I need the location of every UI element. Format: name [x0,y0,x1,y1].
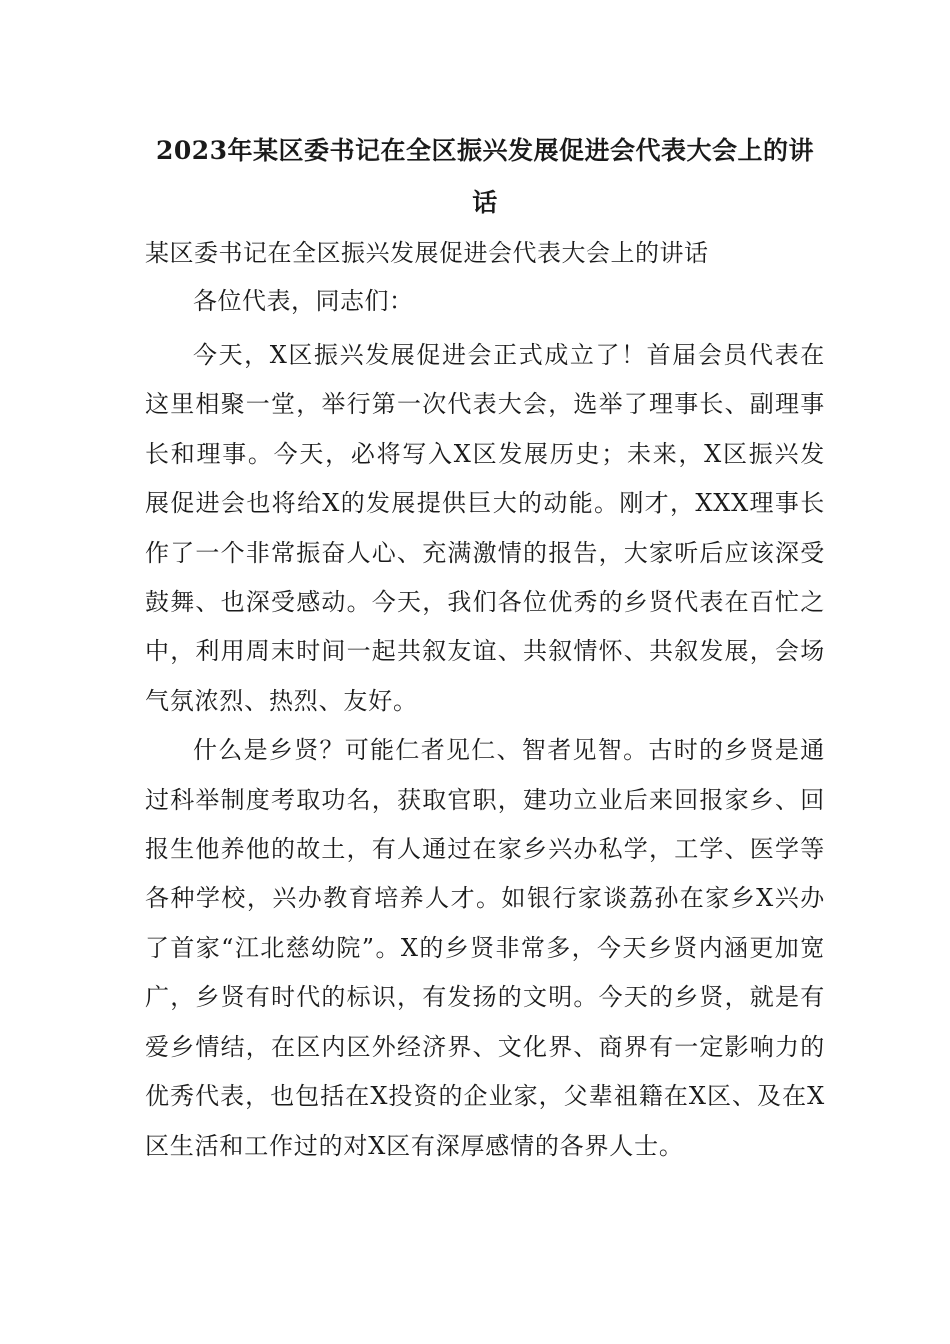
paragraph-2: 什么是乡贤？可能仁者见仁、智者见智。古时的乡贤是通过科举制度考取功名，获取官职，建功立业后来回报家乡、回报生他养他的故土，有人通过在家乡兴办私学，工学、医学等各种学校，兴办教育培养人才。如银行家谈荔孙在家乡X兴办了首家“江北慈幼院”。X的乡贤非常多，今天乡贤内涵更加宽广，乡贤有时代的标识，有发扬的文明。今天的乡贤，就是有爱乡情结，在区内区外经济界、文化界、商界有一定影响力的优秀代表，也包括在X投资的企业家，父辈祖籍在X区、及在X区生活和工作过的对X区有深厚感情的各界人士。 [145,736,825,1160]
salutation: 各位代表，同志们： [193,287,414,315]
document-page [145,125,825,1171]
document-title: 2023年某区委书记在全区振兴发展促进会代表大会上的讲话 [155,136,815,217]
document-subtitle: 某区委书记在全区振兴发展促进会代表大会上的讲话 [145,239,709,267]
paragraph-1: 今天，X区振兴发展促进会正式成立了！首届会员代表在这里相聚一堂，举行第一次代表大会，选举了理事长、副理事长和理事。今天，必将写入X区发展历史；未来，X区振兴发展促进会也将给X的发展提供巨大的动能。刚才，XXX理事长作了一个非常振奋人心、充满激情的报告，大家听后应该深受鼓舞、也深受感动。今天，我们各位优秀的乡贤代表在百忙之中，利用周末时间一起共叙友谊、共叙情怀、共叙发展，会场气氛浓烈、热烈、友好。 [145,341,825,715]
